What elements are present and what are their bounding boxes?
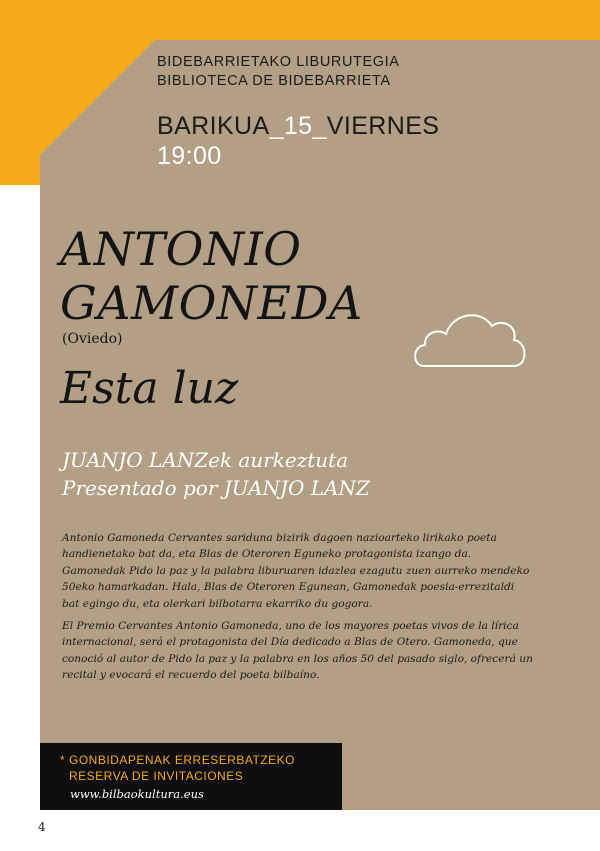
day-spanish: VIERNES: [326, 112, 440, 140]
author-origin: (Oviedo): [62, 331, 123, 347]
date-separator: _: [312, 112, 327, 140]
event-date: [157, 111, 439, 171]
reservation-line-basque: * GONBIDAPENAK ERRESERBATZEKO: [60, 753, 295, 767]
presenter-basque: JUANJO LANZek aurkeztuta: [62, 448, 349, 472]
date-separator: _: [269, 112, 284, 140]
presenter-spanish: Presentado por JUANJO LANZ: [62, 476, 370, 500]
reservation-line-spanish: RESERVA DE INVITACIONES: [69, 768, 244, 783]
day-number: 15: [283, 112, 313, 140]
author-name: [60, 222, 363, 330]
reservation-box: [40, 743, 342, 810]
work-title: Esta luz: [60, 363, 239, 414]
venue: [157, 53, 400, 91]
event-time: 19:00: [157, 142, 222, 170]
cloud-icon: [410, 300, 530, 370]
day-basque: BARIKUA: [157, 112, 270, 140]
venue-name-spanish: BIBLIOTECA DE BIDEBARRIETA: [157, 73, 391, 89]
venue-name-basque: BIDEBARRIETAKO LIBURUTEGIA: [157, 54, 400, 70]
description-basque: Antonio Gamoneda Cervantes sariduna bizirik dagoen nazioarteko lirikako poeta handienetako bat da, eta Blas de Oteroren Eguneko protagonista izango da. Gamonedak Pido la paz y la palabra liburuaren idazlea ezagutu zuen aurreko mendeko 50eko hamarkadan. Hala, Blas de Oteroren Egunean, Gamonedak poesia-errezitaldi bat egingo du, eta olerkari bilbotarra ekarriko du gogora.: [62, 532, 530, 610]
reservation-link[interactable]: www.bilbaokultura.eus: [70, 787, 204, 801]
page-number: 4: [38, 820, 46, 834]
reservation-label: [60, 753, 295, 784]
presenter: [62, 446, 370, 502]
description-spanish: El Premio Cervantes Antonio Gamoneda, uno de los mayores poetas vivos de la lírica internacional, será el protagonista del Día dedicado a Blas de Otero. Gamoneda, que conoció al autor de Pido la paz y la palabra en los años 50 del pasado siglo, ofrecerá un recital y evocará el recuerdo del poeta bilbaíno.: [62, 620, 533, 682]
author-last-name: GAMONEDA: [60, 276, 363, 330]
description: [62, 530, 534, 687]
author-first-name: ANTONIO: [60, 222, 302, 276]
date-line: [157, 111, 439, 141]
